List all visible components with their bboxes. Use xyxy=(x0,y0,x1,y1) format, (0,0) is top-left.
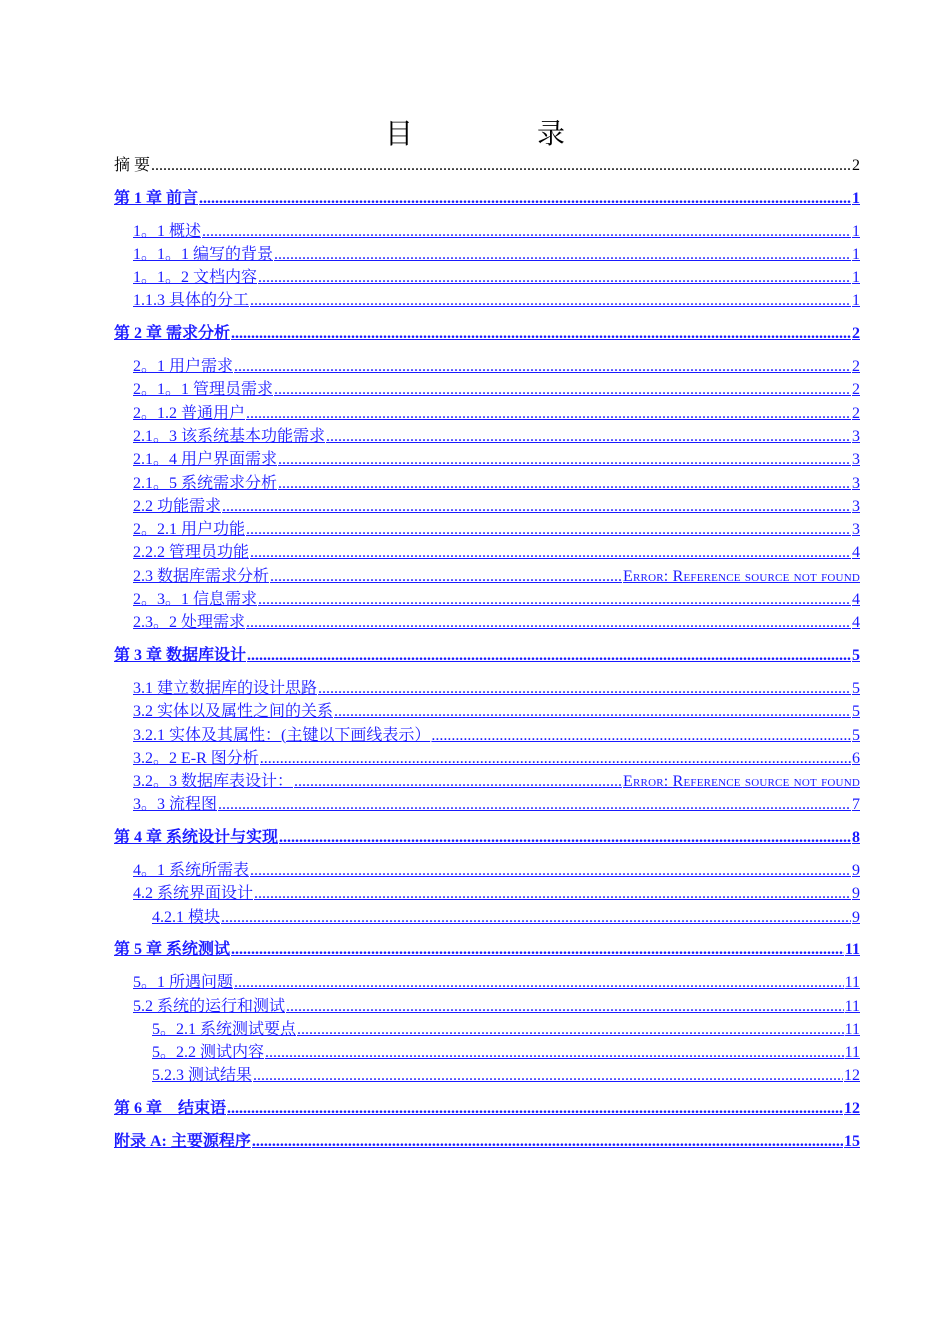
toc-dot-leader xyxy=(218,793,851,816)
toc-entry-label: 第 6 章 结束语 xyxy=(114,1100,227,1118)
toc-dot-leader xyxy=(246,611,851,634)
toc-dot-leader xyxy=(258,266,851,289)
toc-dot-leader xyxy=(252,1130,843,1153)
toc-dot-leader xyxy=(202,220,851,243)
toc-section-entry[interactable] xyxy=(114,882,860,905)
toc-page-number: 3 xyxy=(852,451,860,469)
toc-page-number: 11 xyxy=(844,1044,860,1062)
toc-page-number: 2 xyxy=(852,381,860,399)
toc-entry-label: 第 5 章 系统测试 xyxy=(114,941,231,959)
toc-section-entry[interactable] xyxy=(114,793,860,816)
toc-page-number: 4 xyxy=(852,614,860,632)
toc-dot-leader xyxy=(227,1097,843,1120)
toc-dot-leader xyxy=(221,906,851,929)
toc-entry-label: 5.2.3 测试结果 xyxy=(152,1067,253,1085)
toc-entry-label: 5。1 所遇问题 xyxy=(133,974,234,992)
toc-dot-leader xyxy=(278,472,851,495)
toc-page-number: Error: Reference source not found xyxy=(623,773,860,791)
toc-entry-label: 1。1。1 编写的背景 xyxy=(133,245,274,263)
toc-abstract-entry xyxy=(114,154,860,177)
toc-page-number: 2 xyxy=(852,404,860,422)
toc-entry-label: 3.2 实体以及属性之间的关系 xyxy=(133,703,334,721)
toc-section-entry[interactable] xyxy=(114,518,860,541)
toc-dot-leader xyxy=(334,700,851,723)
toc-section-entry[interactable] xyxy=(114,611,860,634)
toc-page-number: 2 xyxy=(852,157,860,174)
toc-entry-label: 1。1。2 文档内容 xyxy=(133,269,258,287)
toc-section-entry[interactable] xyxy=(114,700,860,723)
toc-page-number: 3 xyxy=(852,427,860,445)
toc-dot-leader xyxy=(231,938,844,961)
toc-page-number: 4 xyxy=(852,544,860,562)
toc-page-number: 6 xyxy=(852,749,860,767)
toc-dot-leader xyxy=(254,882,851,905)
toc-entry-label: 第 2 章 需求分析 xyxy=(114,325,231,343)
toc-dot-leader xyxy=(326,425,851,448)
toc-section-entry[interactable] xyxy=(114,677,860,700)
toc-section-entry[interactable] xyxy=(114,859,860,882)
toc-section-entry[interactable] xyxy=(114,378,860,401)
toc-section-entry[interactable] xyxy=(114,906,860,929)
toc-page-number: 3 xyxy=(852,474,860,492)
toc-dot-leader xyxy=(270,565,622,588)
toc-dot-leader xyxy=(199,187,851,210)
toc-entry-label: 附录 A: 主要源程序 xyxy=(114,1132,251,1150)
toc-dot-leader xyxy=(318,677,851,700)
toc-entry-label: 2。1 用户需求 xyxy=(133,358,234,376)
toc-section-entry[interactable] xyxy=(114,289,860,312)
toc-section-entry[interactable] xyxy=(114,495,860,518)
toc-entry-label: 第 3 章 数据库设计 xyxy=(114,647,247,665)
toc-page-number: 3 xyxy=(852,521,860,539)
toc-dot-leader xyxy=(250,541,851,564)
toc-section-entry[interactable] xyxy=(114,402,860,425)
toc-entry-label: 4。1 系统所需表 xyxy=(133,862,250,880)
toc-entry-label: 2.3。2 处理需求 xyxy=(133,614,246,632)
toc-page-number: 11 xyxy=(844,997,860,1015)
table-of-contents xyxy=(114,154,860,1163)
toc-section-entry[interactable] xyxy=(114,1064,860,1087)
toc-page-number: 15 xyxy=(844,1132,860,1150)
toc-page-number: 5 xyxy=(852,726,860,744)
toc-dot-leader xyxy=(253,1064,843,1087)
toc-section-entry[interactable] xyxy=(114,266,860,289)
toc-page-number: 12 xyxy=(844,1067,860,1085)
toc-dot-leader xyxy=(258,588,851,611)
toc-page-number: 4 xyxy=(852,591,860,609)
toc-chapter-entry[interactable] xyxy=(114,938,860,961)
toc-entry-label: 摘 要 xyxy=(114,157,151,174)
toc-entry-label: 2。3。1 信息需求 xyxy=(133,591,258,609)
toc-entry-label: 5。2.2 测试内容 xyxy=(152,1044,265,1062)
toc-entry-label: 2.3 数据库需求分析 xyxy=(133,567,270,585)
toc-section-entry[interactable] xyxy=(114,565,860,588)
toc-page-number: 1 xyxy=(852,222,860,240)
toc-page-number: 5 xyxy=(852,679,860,697)
toc-entry-label: 5。2.1 系统测试要点 xyxy=(152,1020,297,1038)
toc-section-entry[interactable] xyxy=(114,425,860,448)
toc-dot-leader xyxy=(246,402,851,425)
toc-page-number: 2 xyxy=(852,325,860,343)
toc-page-number: 5 xyxy=(852,703,860,721)
toc-section-entry[interactable] xyxy=(114,355,860,378)
toc-entry-label: 2.1。5 系统需求分析 xyxy=(133,474,278,492)
toc-section-entry[interactable] xyxy=(114,747,860,770)
toc-page-number: 1 xyxy=(852,269,860,287)
toc-entry-label: 2。1.2 普通用户 xyxy=(133,404,246,422)
toc-section-entry[interactable] xyxy=(114,1018,860,1041)
toc-entry-label: 第 4 章 系统设计与实现 xyxy=(114,829,279,847)
toc-page-number: 1 xyxy=(852,245,860,263)
toc-page-number: Error: Reference source not found xyxy=(623,567,860,585)
toc-chapter-entry[interactable] xyxy=(114,322,860,345)
toc-entry-label: 2。2.1 用户功能 xyxy=(133,521,246,539)
toc-dot-leader xyxy=(274,378,851,401)
toc-entry-label: 1.1.3 具体的分工 xyxy=(133,292,250,310)
toc-section-entry[interactable] xyxy=(114,1041,860,1064)
toc-chapter-entry[interactable] xyxy=(114,826,860,849)
toc-page-number: 11 xyxy=(844,1020,860,1038)
toc-section-entry[interactable] xyxy=(114,971,860,994)
toc-section-entry[interactable] xyxy=(114,448,860,471)
toc-entry-label: 5.2 系统的运行和测试 xyxy=(133,997,286,1015)
toc-page-number: 1 xyxy=(852,292,860,310)
toc-entry-label: 4.2.1 模块 xyxy=(152,908,221,926)
toc-dot-leader xyxy=(250,859,851,882)
toc-section-entry[interactable] xyxy=(114,243,860,266)
toc-section-entry[interactable] xyxy=(114,770,860,793)
toc-dot-leader xyxy=(265,1041,844,1064)
toc-chapter-entry[interactable] xyxy=(114,1097,860,1120)
toc-dot-leader xyxy=(247,644,851,667)
toc-dot-leader xyxy=(274,243,851,266)
toc-entry-label: 3.1 建立数据库的设计思路 xyxy=(133,679,318,697)
toc-entry-label: 3.2.1 实体及其属性：(主键以下画线表示） xyxy=(133,726,431,744)
toc-page-number: 3 xyxy=(852,497,860,515)
toc-dot-leader xyxy=(231,322,851,345)
toc-dot-leader xyxy=(234,355,851,378)
toc-page-number: 11 xyxy=(844,974,860,992)
toc-chapter-entry[interactable] xyxy=(114,1130,860,1153)
toc-dot-leader xyxy=(250,289,851,312)
toc-page-number: 8 xyxy=(852,829,860,847)
toc-dot-leader xyxy=(222,495,851,518)
toc-dot-leader xyxy=(246,518,851,541)
toc-entry-label: 2.1。4 用户界面需求 xyxy=(133,451,278,469)
toc-section-entry[interactable] xyxy=(114,724,860,747)
toc-chapter-entry[interactable] xyxy=(114,644,860,667)
toc-entry-label: 2.2 功能需求 xyxy=(133,497,222,515)
toc-entry-label: 第 1 章 前言 xyxy=(114,189,199,207)
toc-entry-label: 2.1。3 该系统基本功能需求 xyxy=(133,427,326,445)
toc-page-number: 11 xyxy=(844,941,860,959)
toc-dot-leader xyxy=(431,724,851,747)
toc-section-entry[interactable] xyxy=(114,588,860,611)
toc-page-number: 2 xyxy=(852,358,860,376)
toc-page-number: 1 xyxy=(852,189,860,207)
toc-title: 目 录 xyxy=(384,119,613,150)
toc-section-entry[interactable] xyxy=(114,220,860,243)
toc-page-number: 12 xyxy=(844,1100,860,1118)
toc-entry-label: 2.2.2 管理员功能 xyxy=(133,544,250,562)
toc-dot-leader xyxy=(260,747,851,770)
toc-entry-label: 3.2。2 E-R 图分析 xyxy=(133,749,259,767)
toc-dot-leader xyxy=(278,448,851,471)
toc-page-number: 9 xyxy=(852,862,860,880)
toc-dot-leader xyxy=(279,826,851,849)
toc-dot-leader xyxy=(297,1018,844,1041)
toc-dot-leader xyxy=(151,154,851,177)
toc-entry-label: 1。1 概述 xyxy=(133,222,202,240)
toc-page-number: 9 xyxy=(852,908,860,926)
toc-chapter-entry[interactable] xyxy=(114,187,860,210)
toc-entry-label: 3.2。3 数据库表设计： xyxy=(133,773,294,791)
toc-section-entry[interactable] xyxy=(114,995,860,1018)
toc-page-number: 9 xyxy=(852,885,860,903)
toc-page-number: 5 xyxy=(852,647,860,665)
toc-entry-label: 2。1。1 管理员需求 xyxy=(133,381,274,399)
toc-entry-label: 4.2 系统界面设计 xyxy=(133,885,254,903)
toc-entry-label: 3。3 流程图 xyxy=(133,796,218,814)
toc-dot-leader xyxy=(294,770,622,793)
toc-dot-leader xyxy=(234,971,844,994)
toc-page-number: 7 xyxy=(852,796,860,814)
toc-dot-leader xyxy=(286,995,844,1018)
toc-section-entry[interactable] xyxy=(114,472,860,495)
toc-section-entry[interactable] xyxy=(114,541,860,564)
